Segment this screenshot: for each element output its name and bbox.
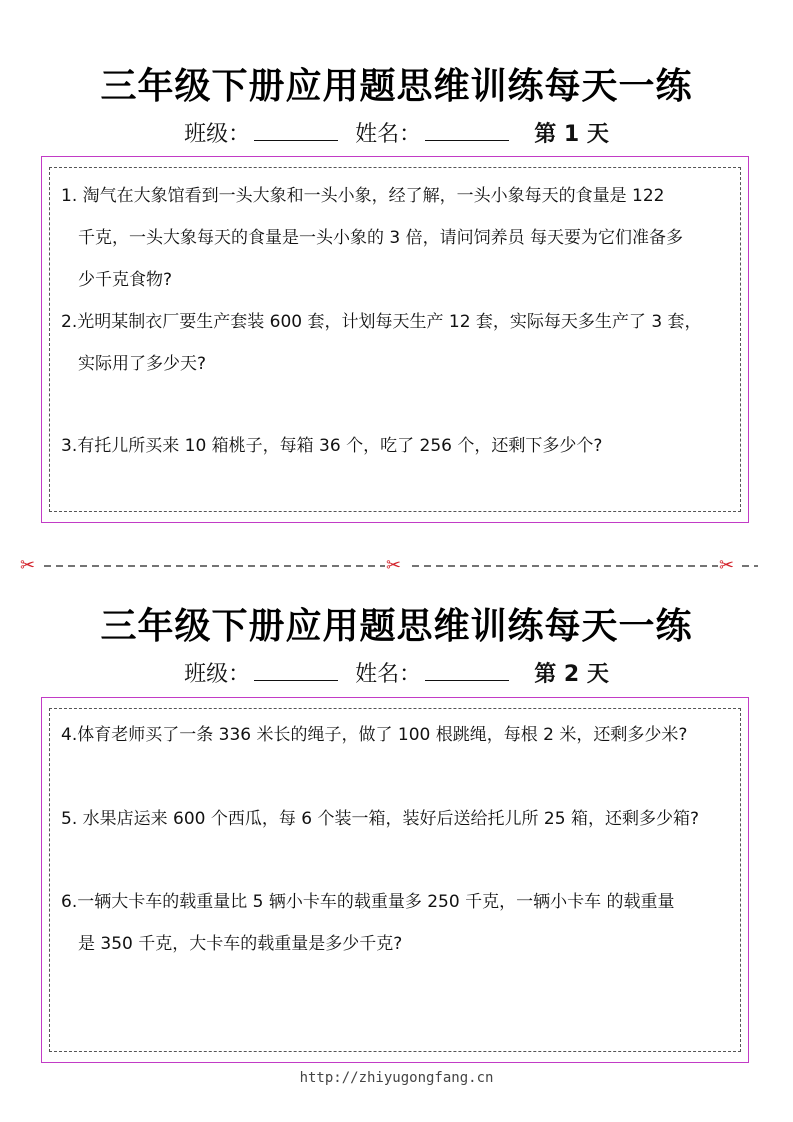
question-line: 2.光明某制衣厂要生产套装 600 套，计划每天生产 12 套，实际每天多生产了 3 套， [61, 312, 702, 332]
name-label: 姓名： [355, 122, 422, 147]
student-info-row [0, 117, 793, 148]
question-box [41, 697, 749, 1063]
day-label: 第 2 天 [534, 662, 609, 687]
scissors-icon: ✂ [20, 555, 36, 576]
question-2 [61, 301, 741, 385]
question-1 [61, 175, 741, 301]
worksheet-title: 三年级下册应用题思维训练每天一练 [100, 606, 693, 647]
question-5 [61, 798, 741, 840]
question-3 [61, 425, 741, 467]
class-label: 班级： [184, 122, 251, 147]
worksheet-title: 三年级下册应用题思维训练每天一练 [100, 66, 693, 107]
question-box [41, 156, 749, 523]
question-line: 6.一辆大卡车的载重量比 5 辆小卡车的载重量多 250 千克，一辆小卡车 的载重量 [61, 892, 675, 912]
question-line: 千克，一头大象每天的食量是一头小象的 3 倍，请问饲养员 每天要为它们准备多 [78, 228, 684, 248]
question-box-inner-border [49, 708, 741, 1052]
question-line: 4.体育老师买了一条 336 米长的绳子，做了 100 根跳绳，每根 2 米，还剩多少米? [61, 725, 688, 745]
question-line: 少千克食物? [78, 270, 173, 290]
cut-line [20, 556, 760, 576]
question-line: 1. 淘气在大象馆看到一头大象和一头小象，经了解，一头小象每天的食量是 122 [61, 186, 665, 206]
question-line: 实际用了多少天? [78, 354, 207, 374]
question-4 [61, 714, 741, 756]
question-line: 3.有托儿所买来 10 箱桃子，每箱 36 个，吃了 256 个，还剩下多少个? [61, 436, 603, 456]
name-label: 姓名： [355, 662, 422, 687]
name-blank[interactable] [425, 122, 509, 141]
scissors-icon: ✂ [386, 555, 402, 576]
question-line: 5. 水果店运来 600 个西瓜，每 6 个装一箱，装好后送给托儿所 25 箱，还剩多少箱? [61, 809, 699, 829]
class-blank[interactable] [254, 122, 338, 141]
day-label: 第 1 天 [534, 122, 609, 147]
student-info-row [0, 657, 793, 688]
question-6 [61, 881, 741, 965]
name-blank[interactable] [425, 662, 509, 681]
class-label: 班级： [184, 662, 251, 687]
class-blank[interactable] [254, 662, 338, 681]
scissors-icon: ✂ [719, 555, 735, 576]
question-line: 是 350 千克，大卡车的载重量是多少千克? [78, 934, 403, 954]
footer-url[interactable]: http://zhiyugongfang.cn [299, 1070, 494, 1086]
